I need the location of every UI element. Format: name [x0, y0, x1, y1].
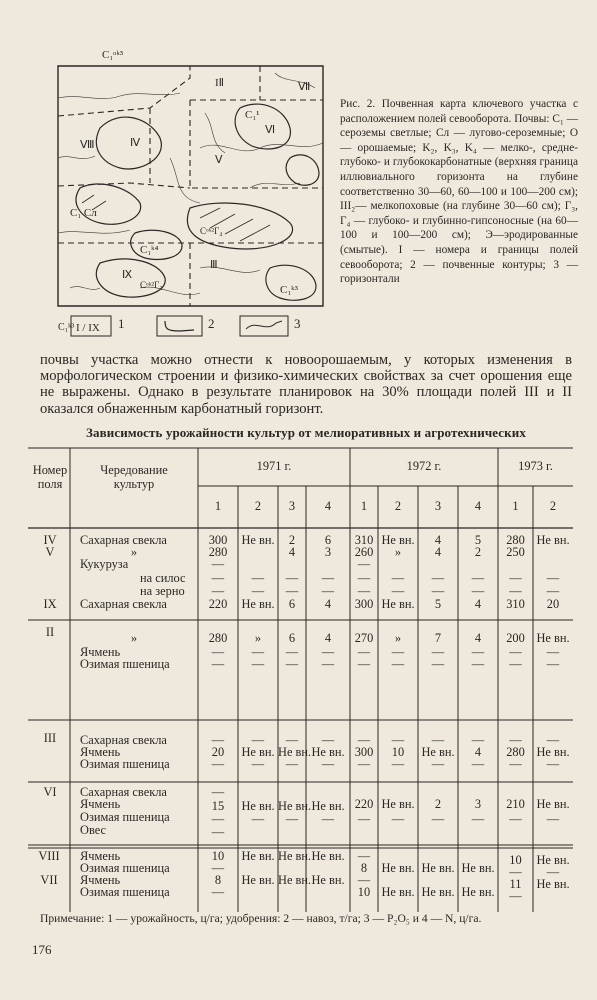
dash-cell: — — [509, 889, 522, 903]
value-cell: 4 — [434, 545, 442, 559]
value-cell: Не вн. — [461, 885, 495, 899]
dash-cell: — — [211, 812, 225, 826]
dash-cell: — — [546, 645, 560, 659]
dash-cell: — — [471, 645, 485, 659]
dash-cell: — — [509, 645, 522, 659]
value-cell: 20 — [211, 745, 225, 759]
map-label: C₁ᵏ³ — [58, 322, 75, 333]
value-cell: Не вн. — [536, 853, 570, 867]
dash-cell: — — [546, 865, 560, 879]
map-legend — [70, 313, 340, 341]
crop-name: Овес — [80, 823, 107, 837]
field-number: III — [43, 731, 57, 745]
body-paragraph: почвы участка можно отнести к новоорошаемым, у которых изменения в морфологическом строении и физико-химических свойствах за счет орошения еще не выражены. Однако в результате планировок на 30% площади полей III и II оказался обнаженным карбонатный горизонт. — [40, 352, 572, 417]
value-cell: Не вн. — [278, 849, 312, 863]
dash-cell: — — [546, 812, 560, 826]
value-cell: » — [254, 631, 262, 645]
dash-cell: — — [391, 657, 405, 671]
dash-cell: — — [211, 557, 225, 571]
value-cell: Не вн. — [536, 877, 570, 891]
value-cell: 280 — [208, 545, 228, 559]
page-number: 176 — [32, 942, 52, 957]
dash-cell: — — [431, 812, 445, 826]
dash-cell: — — [357, 584, 371, 598]
value-cell: Не вн. — [536, 631, 570, 645]
field-number: VI — [43, 785, 57, 799]
value-cell: » — [394, 545, 402, 559]
header-field: Номер — [32, 463, 68, 477]
value-cell: 10 — [357, 885, 371, 899]
crop-name: на силос — [140, 571, 186, 585]
value-cell: Не вн. — [311, 849, 345, 863]
field-number: IV — [43, 533, 57, 547]
header-sub: 1 — [214, 499, 222, 513]
value-cell: 310 — [506, 597, 525, 611]
value-cell: 10 — [211, 849, 225, 863]
value-cell: 4 — [434, 533, 442, 547]
field-number: II — [45, 625, 55, 639]
value-cell: » — [394, 631, 402, 645]
dash-cell: — — [211, 885, 225, 899]
map-label: C₁¹ — [245, 109, 260, 121]
value-cell: Не вн. — [311, 873, 345, 887]
value-cell: Не вн. — [278, 873, 312, 887]
dash-cell: — — [546, 571, 560, 585]
value-cell: 280 — [208, 631, 228, 645]
value-cell: Не вн. — [381, 861, 415, 875]
yield-table — [28, 442, 573, 912]
map-label: Cᵒᵏ²Γ₄ — [200, 226, 223, 236]
dash-cell: — — [391, 645, 405, 659]
dash-cell: — — [509, 757, 522, 771]
field-number: VIII — [38, 849, 60, 863]
value-cell: 4 — [474, 631, 482, 645]
value-cell: Не вн. — [241, 799, 275, 813]
value-cell: 220 — [208, 597, 228, 611]
value-cell: 3 — [324, 545, 332, 559]
dash-cell: — — [431, 733, 445, 747]
dash-cell: — — [211, 785, 225, 799]
dash-cell: — — [509, 865, 522, 879]
header-year-1973: 1973 г. — [518, 459, 553, 473]
dash-cell: — — [391, 757, 405, 771]
dash-cell: — — [251, 757, 265, 771]
value-cell: Не вн. — [421, 885, 455, 899]
value-cell: 4 — [324, 597, 332, 611]
map-label: Ⅳ — [130, 137, 141, 149]
soil-map — [40, 38, 340, 338]
legend-num: 2 — [208, 316, 215, 331]
value-cell: 5 — [474, 533, 482, 547]
crop-name: Сахарная свекла — [80, 533, 167, 547]
header-sub: 2 — [549, 499, 557, 513]
field-number: IX — [43, 597, 57, 611]
dash-cell: — — [546, 584, 560, 598]
dash-cell: — — [391, 733, 405, 747]
table-title: Зависимость урожайности культур от мелиоративных и агротехнических — [86, 425, 526, 440]
value-cell: 4 — [288, 545, 296, 559]
value-cell: 260 — [354, 545, 374, 559]
dash-cell: — — [357, 812, 371, 826]
map-label: Cᵒᵏ²Γ₃ — [140, 280, 163, 290]
dash-cell: — — [431, 657, 445, 671]
value-cell: Не вн. — [278, 799, 312, 813]
dash-cell: — — [321, 757, 335, 771]
dash-cell: — — [285, 657, 299, 671]
value-cell: 2 — [474, 545, 482, 559]
value-cell: 2 — [434, 797, 442, 811]
value-cell: Не вн. — [241, 873, 275, 887]
map-label: Ⅷ — [80, 139, 95, 151]
dash-cell: — — [509, 657, 522, 671]
crop-name: Сахарная свекла — [80, 785, 167, 799]
value-cell: Не вн. — [241, 597, 275, 611]
legend-field-symbol: I / IX — [76, 322, 100, 334]
crop-name: Озимая пшеница — [80, 657, 170, 671]
dash-cell: — — [357, 733, 371, 747]
crop-name: » — [130, 631, 138, 645]
crop-name: Сахарная свекла — [80, 597, 167, 611]
dash-cell: — — [321, 645, 335, 659]
dash-cell: — — [431, 584, 445, 598]
header-sub: 1 — [360, 499, 368, 513]
dash-cell: — — [546, 657, 560, 671]
value-cell: Не вн. — [421, 745, 455, 759]
header-year-1972: 1972 г. — [406, 459, 442, 473]
dash-cell: — — [211, 657, 225, 671]
value-cell: Не вн. — [381, 797, 415, 811]
dash-cell: — — [211, 584, 225, 598]
dash-cell: — — [285, 812, 299, 826]
dash-cell: — — [321, 733, 335, 747]
value-cell: 220 — [354, 797, 374, 811]
dash-cell: — — [391, 584, 405, 598]
value-cell: 300 — [354, 745, 374, 759]
dash-cell: — — [431, 645, 445, 659]
value-cell: Не вн. — [421, 861, 455, 875]
header-crops: Чередование — [100, 463, 168, 477]
value-cell: 280 — [506, 533, 525, 547]
dash-cell: — — [391, 812, 405, 826]
header-crops: культур — [113, 477, 155, 491]
header-sub: 4 — [324, 499, 332, 513]
crop-name: Сахарная свекла — [80, 733, 167, 747]
dash-cell: — — [509, 571, 522, 585]
field-number: V — [45, 545, 55, 559]
value-cell: Не вн. — [536, 797, 570, 811]
dash-cell: — — [471, 757, 485, 771]
dash-cell: — — [321, 812, 335, 826]
value-cell: 250 — [506, 545, 525, 559]
header-year-1971: 1971 г. — [256, 459, 292, 473]
value-cell: Не вн. — [278, 745, 312, 759]
value-cell: Не вн. — [241, 533, 275, 547]
value-cell: Не вн. — [311, 799, 345, 813]
crop-name: Озимая пшеница — [80, 885, 170, 899]
field-boundaries — [58, 66, 323, 306]
dash-cell: — — [251, 571, 265, 585]
map-label: Ⅸ — [122, 269, 133, 281]
value-cell: 10 — [391, 745, 405, 759]
dash-cell: — — [471, 733, 485, 747]
value-cell: 3 — [474, 797, 482, 811]
value-cell: 20 — [546, 597, 560, 611]
crop-name: Ячмень — [80, 745, 121, 759]
value-cell: 7 — [434, 631, 442, 645]
dash-cell: — — [285, 584, 299, 598]
dash-cell: — — [211, 733, 225, 747]
crop-name: Ячмень — [80, 873, 121, 887]
value-cell: 2 — [288, 533, 296, 547]
dash-cell: — — [211, 825, 225, 839]
dash-cell: — — [251, 733, 265, 747]
table-note: Примечание: 1 — урожайность, ц/га; удобрения: 2 — навоз, т/га; 3 — P₂O₅ и 4 — N, ц/га. — [40, 912, 482, 925]
dash-cell: — — [211, 861, 225, 875]
value-cell: 300 — [354, 597, 374, 611]
value-cell: 6 — [324, 533, 332, 547]
value-cell: 4 — [474, 745, 482, 759]
map-label: IⅡ — [215, 77, 225, 89]
dash-cell: — — [357, 849, 371, 863]
map-label: Ⅲ — [210, 259, 218, 271]
dash-cell: — — [211, 757, 225, 771]
dash-cell: — — [285, 733, 299, 747]
value-cell: 270 — [354, 631, 374, 645]
hatching — [82, 195, 270, 241]
map-label: C₁ᵏ³ — [280, 284, 298, 296]
header-sub: 4 — [474, 499, 482, 513]
dash-cell: — — [509, 584, 522, 598]
dash-cell: — — [321, 571, 335, 585]
dash-cell: — — [509, 812, 522, 826]
value-cell: 4 — [324, 631, 332, 645]
crop-name: Озимая пшеница — [80, 861, 170, 875]
dash-cell: — — [285, 571, 299, 585]
dash-cell: — — [357, 873, 371, 887]
dash-cell: — — [471, 812, 485, 826]
value-cell: 200 — [506, 631, 525, 645]
map-label: C₁ᵏ⁴ — [140, 244, 159, 256]
crop-name: на зерно — [140, 584, 185, 598]
dash-cell: — — [321, 584, 335, 598]
value-cell: Не вн. — [536, 745, 570, 759]
dash-cell: — — [471, 584, 485, 598]
map-label: Ⅶ — [298, 81, 311, 93]
value-cell: Не вн. — [241, 849, 275, 863]
crop-name: Кукуруза — [80, 557, 129, 571]
value-cell: Не вн. — [381, 597, 415, 611]
crop-name: » — [130, 545, 138, 559]
crop-name: Ячмень — [80, 645, 121, 659]
crop-name: Озимая пшеница — [80, 810, 170, 824]
dash-cell: — — [357, 571, 371, 585]
dash-cell: — — [357, 657, 371, 671]
value-cell: 6 — [288, 597, 296, 611]
map-label: C₁ᵒᵏ³ — [102, 49, 124, 61]
value-cell: 300 — [208, 533, 228, 547]
map-label: Ⅵ — [265, 124, 276, 136]
value-cell: Не вн. — [536, 533, 570, 547]
value-cell: 11 — [509, 877, 522, 891]
value-cell: 6 — [288, 631, 296, 645]
dash-cell: — — [251, 657, 265, 671]
dash-cell: — — [357, 757, 371, 771]
value-cell: 280 — [506, 745, 525, 759]
value-cell: 10 — [509, 853, 522, 867]
dash-cell: — — [509, 733, 522, 747]
header-sub: 3 — [288, 499, 296, 513]
dash-cell: — — [321, 657, 335, 671]
crop-name: Ячмень — [80, 849, 121, 863]
dash-cell: — — [211, 571, 225, 585]
header-sub: 2 — [394, 499, 402, 513]
value-cell: 8 — [214, 873, 222, 887]
value-cell: 310 — [354, 533, 374, 547]
dash-cell: — — [431, 757, 445, 771]
legend-num: 1 — [118, 316, 125, 331]
header-sub: 3 — [434, 499, 442, 513]
value-cell: Не вн. — [241, 745, 275, 759]
figure-caption: Рис. 2. Почвенная карта ключевого участка с расположением полей севооборота. Почвы: C₁ — сероземы светлые; Cл — лугово-сероземные; O — орошаемые; K₂, K₃, K₄ — мелко-, средне-глубоко- и глубококарбонатные (верхняя граница иллювиального горизонта на глубине соответственно 30—60, 60—100 и 100—200 см); III₂— мелкопоховые (на глубине 30—60 см); Г₃, Г₄ — глубоко- и глубинно-гипсоносные (на 60—100 и 100—200 см); Э—эродированные (смытые). I — номера и границы полей севооборота; 2 — почвенные контуры; 3 — горизонтали — [340, 98, 578, 286]
dash-cell: — — [285, 645, 299, 659]
dash-cell: — — [211, 645, 225, 659]
dash-cell: — — [251, 812, 265, 826]
crop-name: Озимая пшеница — [80, 757, 170, 771]
header-sub: 1 — [512, 499, 519, 513]
dash-cell: — — [391, 571, 405, 585]
value-cell: 15 — [211, 799, 225, 813]
dash-cell: — — [357, 645, 371, 659]
dash-cell: — — [251, 645, 265, 659]
value-cell: Не вн. — [461, 861, 495, 875]
value-cell: 8 — [360, 861, 368, 875]
map-label: C₁ Cл — [70, 207, 97, 219]
value-cell: Не вн. — [381, 533, 415, 547]
field-number: VII — [40, 873, 58, 887]
value-cell: Не вн. — [311, 745, 345, 759]
dash-cell: — — [546, 757, 560, 771]
value-cell: Не вн. — [381, 885, 415, 899]
value-cell: 210 — [506, 797, 525, 811]
dash-cell: — — [285, 757, 299, 771]
dash-cell: — — [357, 557, 371, 571]
value-cell: 5 — [434, 597, 442, 611]
map-label: Ⅴ — [215, 154, 223, 166]
dash-cell: — — [546, 733, 560, 747]
soil-map-figure — [40, 38, 340, 338]
dash-cell: — — [431, 571, 445, 585]
value-cell: 4 — [474, 597, 482, 611]
crop-name: Ячмень — [80, 797, 121, 811]
header-field: поля — [37, 477, 63, 491]
dash-cell: — — [251, 584, 265, 598]
dash-cell: — — [471, 571, 485, 585]
dash-cell: — — [471, 657, 485, 671]
legend-num: 3 — [294, 316, 301, 331]
header-sub: 2 — [254, 499, 262, 513]
